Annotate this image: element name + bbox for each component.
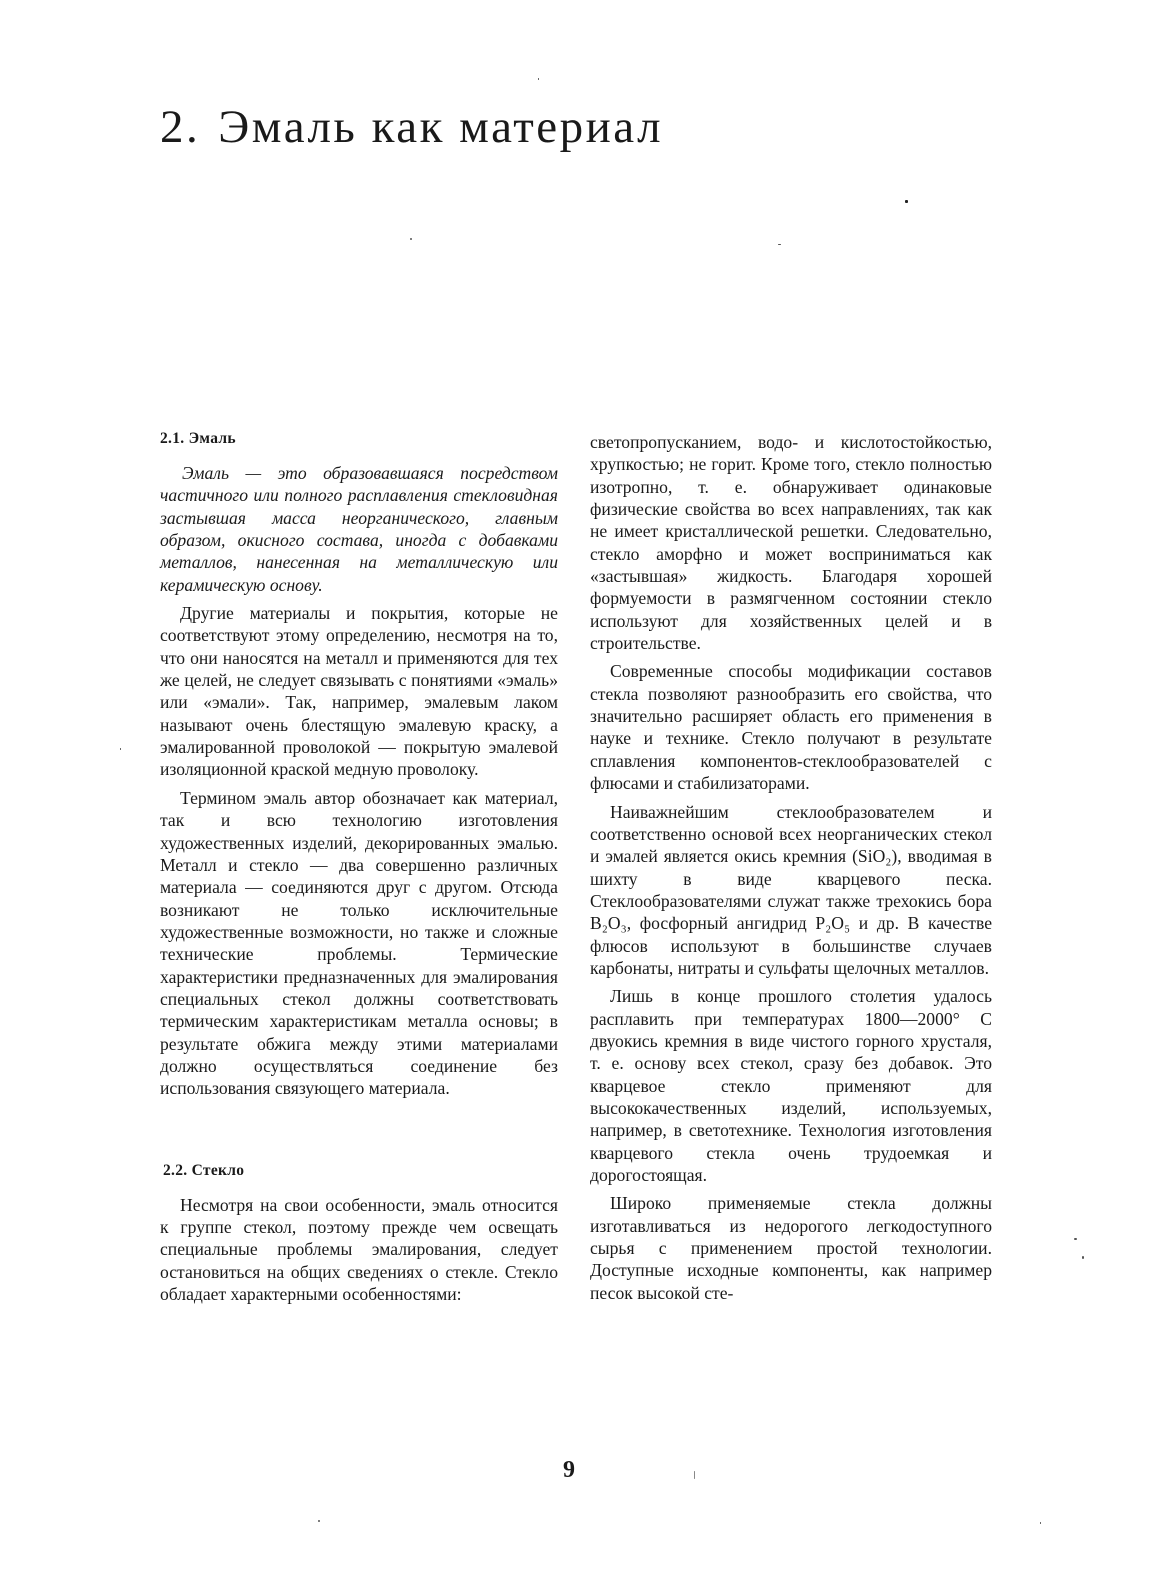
scan-speck <box>778 244 781 245</box>
scan-speck <box>1040 1522 1041 1524</box>
scan-speck <box>538 78 539 80</box>
body-paragraph: Широко применяемые стекла должны изготавливаться из недорогого легкодоступного сырья с применением простой технологии. Доступные исходные компоненты, как например песок высокой сте- <box>590 1193 992 1303</box>
page-number: 9 <box>563 1457 575 1483</box>
body-paragraph: Термином эмаль автор обозначает как материал, так и всю технологию изготовления художественных изделий, декорированных эмалью. Металл и стекло — два совершенно различных материала — соединяются друг с другом. Отсюда возникают не только исключительные художественные возможности, но также и сложные технические проблемы. Термические характеристики предназначенных для эмалирования специальных стекол должны соответствовать термическим характеристикам металла основы; в результате обжига между этими материалами должно осуществляться соединение без использования связующего материала. <box>160 787 558 1099</box>
scan-speck <box>410 238 412 240</box>
section-heading-enamel: 2.1. Эмаль <box>160 430 236 447</box>
body-paragraph: Другие материалы и покрытия, которые не соответствуют этому определению, несмотря на то, что они наносятся на металл и применяются для тех же целей, не следует связывать с понятиями «эмаль» или «эмали». Так, например, эмалевым лаком называют очень блестящую эмалевую краску, а эмалированной проволокой — покрытую эмалевой изоляционной краской медную проволоку. <box>160 603 558 780</box>
left-column <box>160 428 558 1305</box>
scan-speck <box>318 1520 320 1522</box>
scan-speck <box>120 748 121 750</box>
continued-paragraph: светопропусканием, водо- и кислотостойкостью, хрупкостью; не горит. Кроме того, стекло полностью изотропно, т. е. обнаруживает одинаковые физические свойства во всех направлениях, так как не имеет кристаллической решетки. Следовательно, стекло аморфно и может восприниматься как «застывшая» жидкость. Благодаря хорошей формуемости в размягченном состоянии стекло используют для хозяйственных целей и в строительстве. <box>590 432 992 654</box>
scan-speck <box>905 200 908 203</box>
chapter-title <box>160 100 663 154</box>
chapter-number: 2. <box>160 101 201 153</box>
body-paragraph: Несмотря на свои особенности, эмаль относится к группе стекол, поэтому прежде чем освещать специальные проблемы эмалирования, следует остановиться на общих сведениях о стекле. Стекло обладает характерными особенностями: <box>160 1194 558 1304</box>
section-heading-glass: 2.2. Стекло <box>163 1161 245 1179</box>
chapter-title-text: Эмаль как материал <box>218 101 664 153</box>
body-paragraph: Лишь в конце прошлого столетия удалось расплавить при температурах 1800—2000° C двуокись кремния в виде чистого горного хрусталя, т. е. основу всех стекол, сразу без добавок. Это кварцевое стекло применяют для высококачественных изделий, используемых, например, в светотехнике. Технология изготовления кварцевого стекла очень трудоемкая и дорогостоящая. <box>590 986 992 1185</box>
enamel-definition: Эмаль — это образовавшаяся посредством частичного или полного расплавления стекловидная застывшая масса неорганического, главным образом, окисного состава, иногда с добавками металлов, нанесенная на металлическую или керамическую основу. <box>160 463 558 595</box>
right-column <box>590 431 992 1304</box>
scan-speck <box>1074 1238 1077 1240</box>
body-paragraph: Наиважнейшим стеклообразователем и соответственно основой всех неорганических стекол и эмалей является окись кремния (SiO₂), вводимая в шихту в виде кварцевого песка. Стеклообразователями служат также трехокись бора B₂O₃, фосфорный ангидрид P₂O₅ и др. В качестве флюсов используют в большинстве случаев карбонаты, нитраты и сульфаты щелочных металлов. <box>590 801 992 978</box>
scan-speck <box>1082 1256 1084 1259</box>
scan-speck <box>694 1471 695 1479</box>
body-paragraph: Современные способы модификации составов стекла позволяют разнообразить его свойства, что значительно расширяет область его применения в науке и технике. Стекло получают в результате сплавления компонентов-стеклообразователей с флюсами и стабилизаторами. <box>590 661 992 794</box>
